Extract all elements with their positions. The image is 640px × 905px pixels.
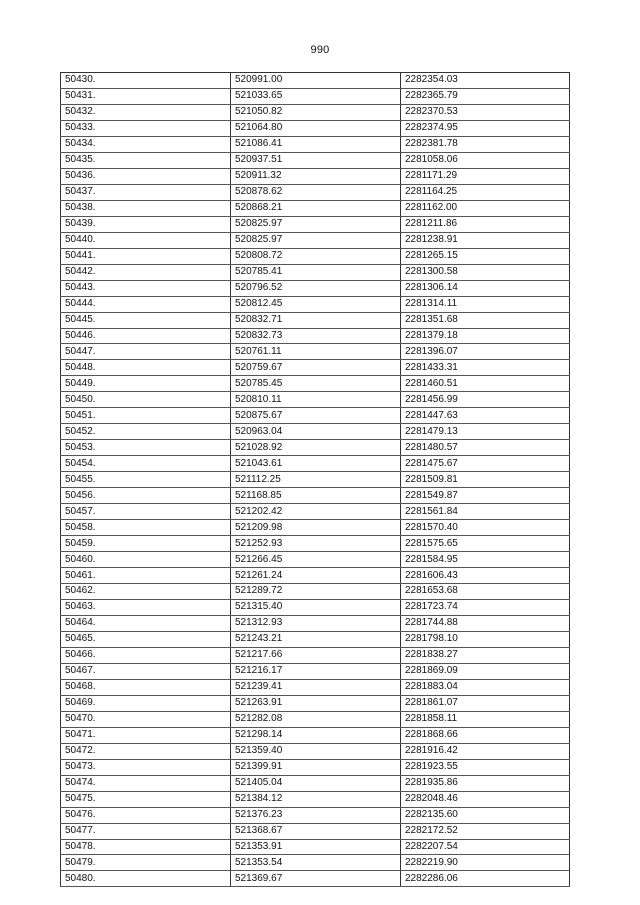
northing-cell: 2281447.63 (401, 408, 570, 424)
table-row (61, 424, 570, 440)
northing-cell: 2281351.68 (401, 312, 570, 328)
point-id-cell: 50476. (61, 807, 231, 823)
easting-cell: 520937.51 (231, 152, 401, 168)
northing-cell: 2281606.43 (401, 568, 570, 584)
table-row (61, 312, 570, 328)
table-row (61, 248, 570, 264)
northing-cell: 2281868.66 (401, 727, 570, 743)
northing-cell: 2281479.13 (401, 424, 570, 440)
northing-cell: 2282135.60 (401, 807, 570, 823)
easting-cell: 521282.08 (231, 711, 401, 727)
point-id-cell: 50446. (61, 328, 231, 344)
table-row (61, 727, 570, 743)
northing-cell: 2281433.31 (401, 360, 570, 376)
northing-cell: 2281211.86 (401, 216, 570, 232)
point-id-cell: 50441. (61, 248, 231, 264)
coordinates-table (60, 72, 570, 887)
point-id-cell: 50455. (61, 472, 231, 488)
easting-cell: 521399.91 (231, 759, 401, 775)
easting-cell: 521359.40 (231, 743, 401, 759)
point-id-cell: 50444. (61, 296, 231, 312)
point-id-cell: 50459. (61, 536, 231, 552)
point-id-cell: 50439. (61, 216, 231, 232)
easting-cell: 520825.97 (231, 232, 401, 248)
northing-cell: 2282286.06 (401, 871, 570, 887)
northing-cell: 2281058.06 (401, 152, 570, 168)
easting-cell: 521263.91 (231, 695, 401, 711)
table-row (61, 520, 570, 536)
easting-cell: 520759.67 (231, 360, 401, 376)
northing-cell: 2282374.95 (401, 120, 570, 136)
easting-cell: 521033.65 (231, 88, 401, 104)
easting-cell: 521239.41 (231, 679, 401, 695)
table-row (61, 759, 570, 775)
northing-cell: 2281162.00 (401, 200, 570, 216)
easting-cell: 521252.93 (231, 536, 401, 552)
table-row (61, 631, 570, 647)
northing-cell: 2281171.29 (401, 168, 570, 184)
point-id-cell: 50479. (61, 855, 231, 871)
easting-cell: 521368.67 (231, 823, 401, 839)
table-row (61, 536, 570, 552)
easting-cell: 521168.85 (231, 488, 401, 504)
table-row (61, 456, 570, 472)
table-row (61, 73, 570, 89)
easting-cell: 520832.71 (231, 312, 401, 328)
easting-cell: 520991.00 (231, 73, 401, 89)
point-id-cell: 50480. (61, 871, 231, 887)
easting-cell: 520810.11 (231, 392, 401, 408)
point-id-cell: 50468. (61, 679, 231, 695)
table-row (61, 695, 570, 711)
northing-cell: 2281935.86 (401, 775, 570, 791)
table-row (61, 376, 570, 392)
point-id-cell: 50464. (61, 615, 231, 631)
easting-cell: 520808.72 (231, 248, 401, 264)
page-number: 990 (310, 44, 330, 56)
point-id-cell: 50469. (61, 695, 231, 711)
easting-cell: 521209.98 (231, 520, 401, 536)
northing-cell: 2281549.87 (401, 488, 570, 504)
point-id-cell: 50445. (61, 312, 231, 328)
northing-cell: 2281460.51 (401, 376, 570, 392)
northing-cell: 2281475.67 (401, 456, 570, 472)
point-id-cell: 50448. (61, 360, 231, 376)
table-row (61, 392, 570, 408)
northing-cell: 2281396.07 (401, 344, 570, 360)
easting-cell: 520963.04 (231, 424, 401, 440)
table-row (61, 855, 570, 871)
table-row (61, 647, 570, 663)
point-id-cell: 50438. (61, 200, 231, 216)
point-id-cell: 50442. (61, 264, 231, 280)
point-id-cell: 50435. (61, 152, 231, 168)
easting-cell: 520825.97 (231, 216, 401, 232)
table-row (61, 184, 570, 200)
easting-cell: 520761.11 (231, 344, 401, 360)
point-id-cell: 50452. (61, 424, 231, 440)
table-row (61, 264, 570, 280)
table-row (61, 599, 570, 615)
northing-cell: 2281861.07 (401, 695, 570, 711)
point-id-cell: 50432. (61, 104, 231, 120)
table-row (61, 344, 570, 360)
point-id-cell: 50457. (61, 504, 231, 520)
northing-cell: 2281916.42 (401, 743, 570, 759)
northing-cell: 2281584.95 (401, 552, 570, 568)
point-id-cell: 50477. (61, 823, 231, 839)
easting-cell: 521086.41 (231, 136, 401, 152)
table-row (61, 472, 570, 488)
easting-cell: 521376.23 (231, 807, 401, 823)
table-row (61, 328, 570, 344)
northing-cell: 2282207.54 (401, 839, 570, 855)
point-id-cell: 50465. (61, 631, 231, 647)
table-row (61, 152, 570, 168)
point-id-cell: 50472. (61, 743, 231, 759)
easting-cell: 521261.24 (231, 568, 401, 584)
point-id-cell: 50456. (61, 488, 231, 504)
northing-cell: 2281653.68 (401, 584, 570, 600)
point-id-cell: 50463. (61, 599, 231, 615)
northing-cell: 2281798.10 (401, 631, 570, 647)
easting-cell: 521266.45 (231, 552, 401, 568)
easting-cell: 520911.32 (231, 168, 401, 184)
northing-cell: 2282172.52 (401, 823, 570, 839)
table-row (61, 839, 570, 855)
coordinates-table-body (61, 73, 570, 887)
easting-cell: 520785.41 (231, 264, 401, 280)
table-row (61, 216, 570, 232)
easting-cell: 521050.82 (231, 104, 401, 120)
point-id-cell: 50470. (61, 711, 231, 727)
point-id-cell: 50443. (61, 280, 231, 296)
northing-cell: 2281379.18 (401, 328, 570, 344)
point-id-cell: 50458. (61, 520, 231, 536)
easting-cell: 521298.14 (231, 727, 401, 743)
point-id-cell: 50467. (61, 663, 231, 679)
table-row (61, 440, 570, 456)
easting-cell: 521405.04 (231, 775, 401, 791)
northing-cell: 2281575.65 (401, 536, 570, 552)
easting-cell: 521312.93 (231, 615, 401, 631)
easting-cell: 521243.21 (231, 631, 401, 647)
table-row (61, 743, 570, 759)
table-row (61, 568, 570, 584)
point-id-cell: 50474. (61, 775, 231, 791)
easting-cell: 520832.73 (231, 328, 401, 344)
easting-cell: 520785.45 (231, 376, 401, 392)
point-id-cell: 50437. (61, 184, 231, 200)
northing-cell: 2281858.11 (401, 711, 570, 727)
table-row (61, 408, 570, 424)
table-row (61, 791, 570, 807)
point-id-cell: 50447. (61, 344, 231, 360)
northing-cell: 2281300.58 (401, 264, 570, 280)
northing-cell: 2281306.14 (401, 280, 570, 296)
northing-cell: 2281869.09 (401, 663, 570, 679)
easting-cell: 521064.80 (231, 120, 401, 136)
table-row (61, 871, 570, 887)
point-id-cell: 50436. (61, 168, 231, 184)
northing-cell: 2282365.79 (401, 88, 570, 104)
point-id-cell: 50430. (61, 73, 231, 89)
table-row (61, 775, 570, 791)
table-row (61, 679, 570, 695)
northing-cell: 2282381.78 (401, 136, 570, 152)
easting-cell: 520868.21 (231, 200, 401, 216)
point-id-cell: 50451. (61, 408, 231, 424)
point-id-cell: 50450. (61, 392, 231, 408)
point-id-cell: 50431. (61, 88, 231, 104)
northing-cell: 2281570.40 (401, 520, 570, 536)
northing-cell: 2281164.25 (401, 184, 570, 200)
northing-cell: 2281265.15 (401, 248, 570, 264)
northing-cell: 2281456.99 (401, 392, 570, 408)
easting-cell: 521315.40 (231, 599, 401, 615)
table-row (61, 168, 570, 184)
table-row (61, 807, 570, 823)
easting-cell: 520875.67 (231, 408, 401, 424)
point-id-cell: 50460. (61, 552, 231, 568)
point-id-cell: 50462. (61, 584, 231, 600)
table-row (61, 711, 570, 727)
table-row (61, 584, 570, 600)
easting-cell: 521289.72 (231, 584, 401, 600)
point-id-cell: 50475. (61, 791, 231, 807)
northing-cell: 2281883.04 (401, 679, 570, 695)
easting-cell: 520878.62 (231, 184, 401, 200)
northing-cell: 2282219.90 (401, 855, 570, 871)
table-row (61, 280, 570, 296)
point-id-cell: 50471. (61, 727, 231, 743)
point-id-cell: 50454. (61, 456, 231, 472)
point-id-cell: 50440. (61, 232, 231, 248)
point-id-cell: 50433. (61, 120, 231, 136)
northing-cell: 2281509.81 (401, 472, 570, 488)
table-row (61, 488, 570, 504)
point-id-cell: 50466. (61, 647, 231, 663)
point-id-cell: 50478. (61, 839, 231, 855)
northing-cell: 2281923.55 (401, 759, 570, 775)
table-row (61, 615, 570, 631)
table-row (61, 663, 570, 679)
point-id-cell: 50453. (61, 440, 231, 456)
table-row (61, 200, 570, 216)
easting-cell: 521369.67 (231, 871, 401, 887)
table-row (61, 232, 570, 248)
table-row (61, 504, 570, 520)
northing-cell: 2282048.46 (401, 791, 570, 807)
table-row (61, 120, 570, 136)
table-row (61, 88, 570, 104)
easting-cell: 521028.92 (231, 440, 401, 456)
easting-cell: 520812.45 (231, 296, 401, 312)
point-id-cell: 50434. (61, 136, 231, 152)
northing-cell: 2282354.03 (401, 73, 570, 89)
table-row (61, 296, 570, 312)
easting-cell: 521353.54 (231, 855, 401, 871)
point-id-cell: 50449. (61, 376, 231, 392)
northing-cell: 2281838.27 (401, 647, 570, 663)
easting-cell: 521353.91 (231, 839, 401, 855)
easting-cell: 521112.25 (231, 472, 401, 488)
easting-cell: 521384.12 (231, 791, 401, 807)
table-row (61, 104, 570, 120)
easting-cell: 521202.42 (231, 504, 401, 520)
northing-cell: 2281744.88 (401, 615, 570, 631)
table-row (61, 552, 570, 568)
point-id-cell: 50473. (61, 759, 231, 775)
northing-cell: 2281480.57 (401, 440, 570, 456)
easting-cell: 521217.66 (231, 647, 401, 663)
northing-cell: 2281561.84 (401, 504, 570, 520)
easting-cell: 520796.52 (231, 280, 401, 296)
table-row (61, 823, 570, 839)
table-row (61, 136, 570, 152)
northing-cell: 2281723.74 (401, 599, 570, 615)
easting-cell: 521043.61 (231, 456, 401, 472)
northing-cell: 2281238.91 (401, 232, 570, 248)
point-id-cell: 50461. (61, 568, 231, 584)
northing-cell: 2282370.53 (401, 104, 570, 120)
table-row (61, 360, 570, 376)
easting-cell: 521216.17 (231, 663, 401, 679)
northing-cell: 2281314.11 (401, 296, 570, 312)
